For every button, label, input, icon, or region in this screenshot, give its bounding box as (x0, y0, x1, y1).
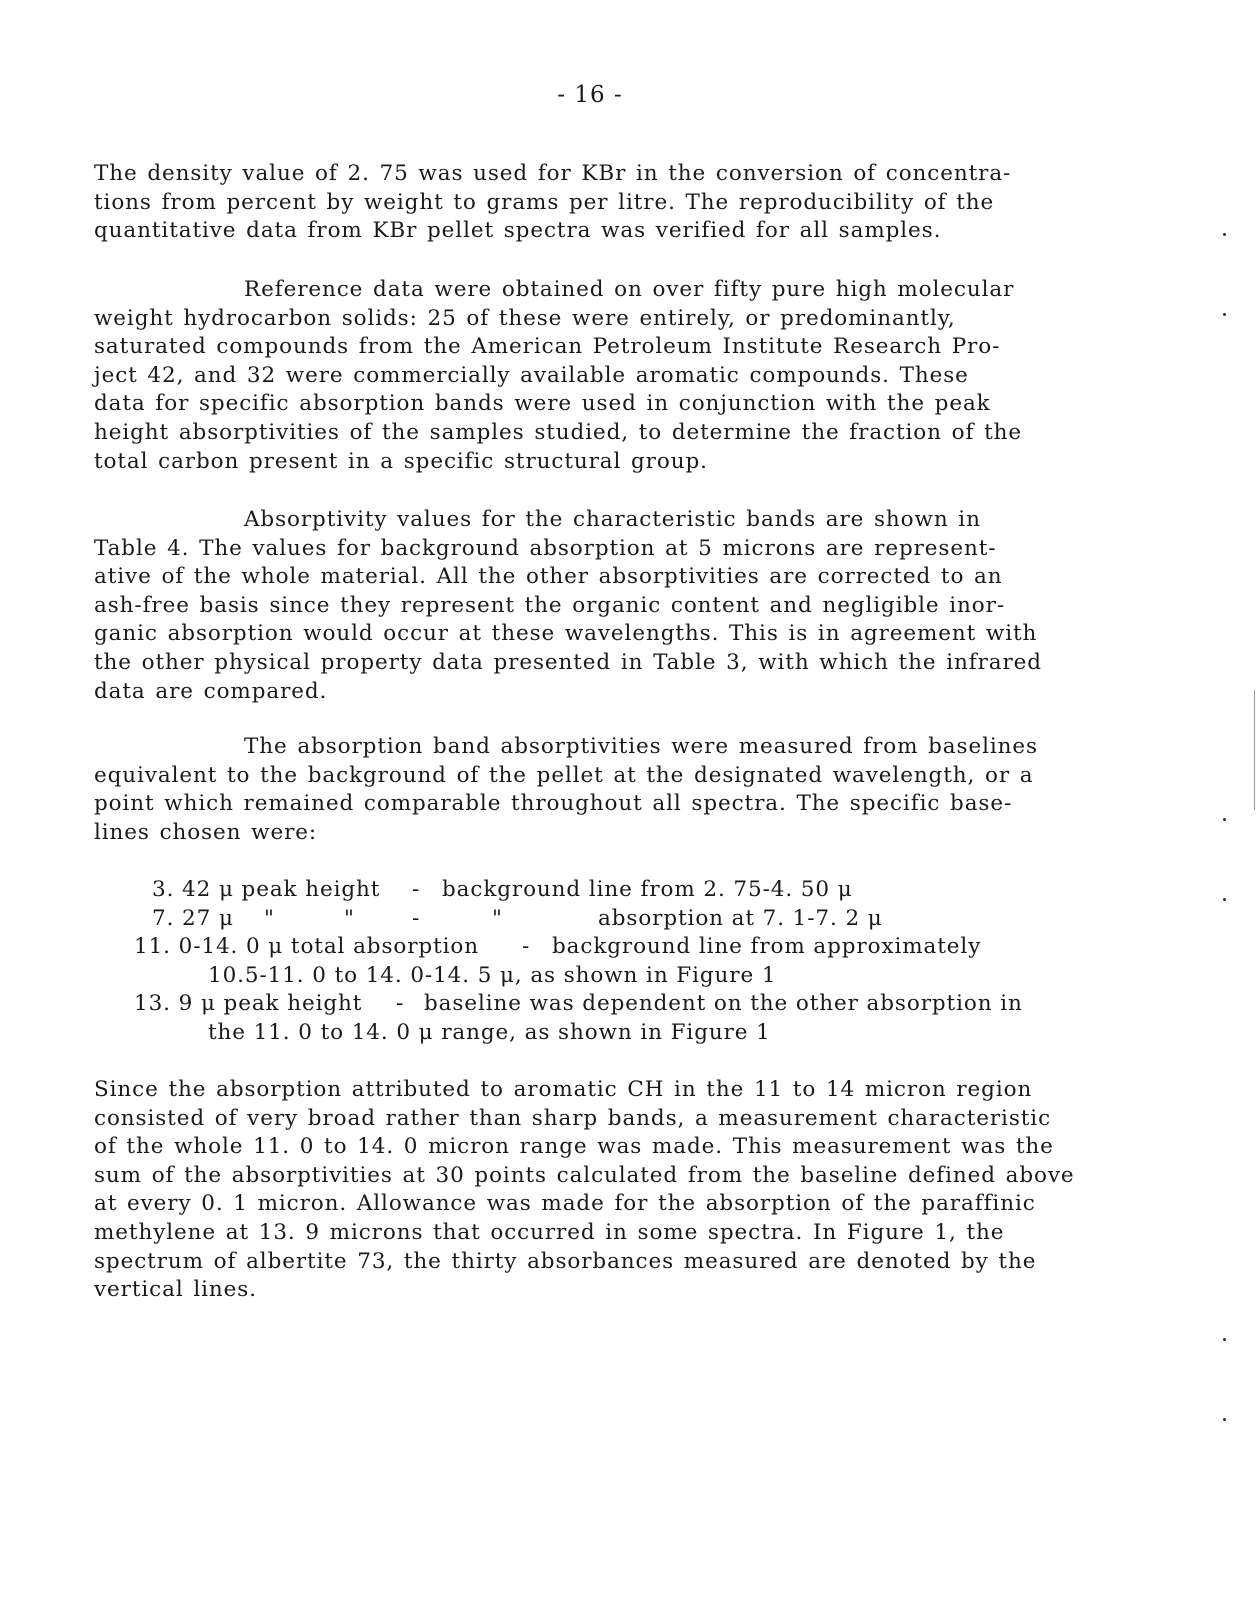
text-line: spectrum of albertite 73, the thirty absorbances measured are denoted by the (94, 1248, 1037, 1274)
baseline-description: background line from 2. 75-4. 50 μ (442, 877, 853, 902)
baseline-band: 7. 27 μ (152, 905, 234, 931)
scan-speck (1223, 1338, 1226, 1341)
text-line: ganic absorption would occur at these wavelengths. This is in agreement with (94, 621, 1038, 647)
ditto-mark: " (264, 905, 275, 931)
baseline-list (94, 876, 1144, 1048)
baseline-band: 3. 42 μ peak height (152, 877, 381, 902)
text-line: equivalent to the background of the pellet at the designated wavelength, or a (94, 762, 1034, 788)
text-line: sum of the absorptivities at 30 points calculated from the baseline defined above (94, 1162, 1075, 1188)
baseline-dash: - (522, 934, 531, 960)
ditto-mark: " (344, 905, 355, 931)
paragraph-absorptivity-values (94, 506, 1124, 706)
text-line: tions from percent by weight to grams per litre. The reproducibility of the (94, 189, 995, 215)
paragraph-aromatic-ch (94, 1076, 1124, 1305)
ditto-mark: " (492, 905, 503, 931)
baseline-band: 13. 9 μ peak height (134, 991, 363, 1017)
baseline-description: baseline was dependent on the other absorption in (424, 991, 1023, 1017)
text-line: saturated compounds from the American Petroleum Institute Research Pro- (94, 334, 1001, 360)
baseline-continuation: 10.5-11. 0 to 14. 0-14. 5 μ, as shown in Figure 1 (208, 962, 777, 988)
text-line: the other physical property data presented in Table 3, with which the infrared (94, 649, 1042, 675)
baseline-dash: - (412, 905, 421, 931)
text-line: Table 4. The values for background absorption at 5 microns are represent- (94, 535, 997, 561)
paragraph-density (94, 160, 1124, 246)
baseline-row (94, 1019, 1144, 1048)
text-line: methylene at 13. 9 microns that occurred in some spectra. In Figure 1, the (94, 1219, 1005, 1245)
text-line: Absorptivity values for the characteristic bands are shown in (244, 507, 981, 532)
scan-speck (1223, 313, 1226, 316)
baseline-dash: - (412, 877, 421, 902)
text-line: total carbon present in a specific structural group. (94, 448, 708, 474)
baseline-description: absorption at 7. 1-7. 2 μ (598, 905, 883, 931)
baseline-row (94, 905, 1144, 934)
text-line: at every 0. 1 micron. Allowance was made for the absorption of the paraffinic (94, 1191, 1036, 1217)
baseline-band: 11. 0-14. 0 μ total absorption (134, 934, 479, 960)
scan-edge-mark (1254, 690, 1255, 810)
scan-speck (1223, 1418, 1226, 1421)
scan-speck (1223, 898, 1226, 901)
text-line: Since the absorption attributed to aromatic CH in the 11 to 14 micron region (94, 1077, 1033, 1102)
text-line: height absorptivities of the samples studied, to determine the fraction of the (94, 419, 1022, 445)
text-line: quantitative data from KBr pellet spectra was verified for all samples. (94, 218, 942, 244)
text-line: of the whole 11. 0 to 14. 0 micron range was made. This measurement was the (94, 1134, 1054, 1160)
paragraph-baselines-intro (94, 733, 1124, 847)
baseline-row (94, 990, 1144, 1019)
baseline-description: background line from approximately (552, 934, 982, 960)
paragraph-reference-data (94, 276, 1124, 476)
text-line: consisted of very broad rather than sharp bands, a measurement characteristic (94, 1105, 1052, 1131)
text-line: weight hydrocarbon solids: 25 of these were entirely, or predominantly, (94, 305, 956, 331)
text-line: The density value of 2. 75 was used for KBr in the conversion of concentra- (94, 161, 1012, 186)
text-line: data are compared. (94, 678, 328, 704)
page-number: - 16 - (557, 82, 623, 108)
text-line: vertical lines. (94, 1277, 257, 1303)
baseline-row (94, 962, 1144, 991)
text-line: ash-free basis since they represent the organic content and negligible inor- (94, 592, 1005, 618)
baseline-dash: - (396, 991, 405, 1017)
baseline-row (94, 876, 1144, 905)
text-line: ative of the whole material. All the other absorptivities are corrected to an (94, 564, 1003, 590)
baseline-row (94, 933, 1144, 962)
scan-speck (1223, 818, 1226, 821)
scan-speck (1223, 233, 1226, 236)
text-line: data for specific absorption bands were used in conjunction with the peak (94, 391, 991, 417)
text-line: ject 42, and 32 were commercially available aromatic compounds. These (94, 362, 969, 388)
text-line: point which remained comparable throughout all spectra. The specific base- (94, 791, 1013, 817)
baseline-continuation: the 11. 0 to 14. 0 μ range, as shown in Figure 1 (208, 1019, 771, 1045)
text-line: The absorption band absorptivities were measured from baselines (244, 734, 1038, 759)
text-line: Reference data were obtained on over fifty pure high molecular (244, 277, 1015, 302)
text-line: lines chosen were: (94, 819, 318, 845)
